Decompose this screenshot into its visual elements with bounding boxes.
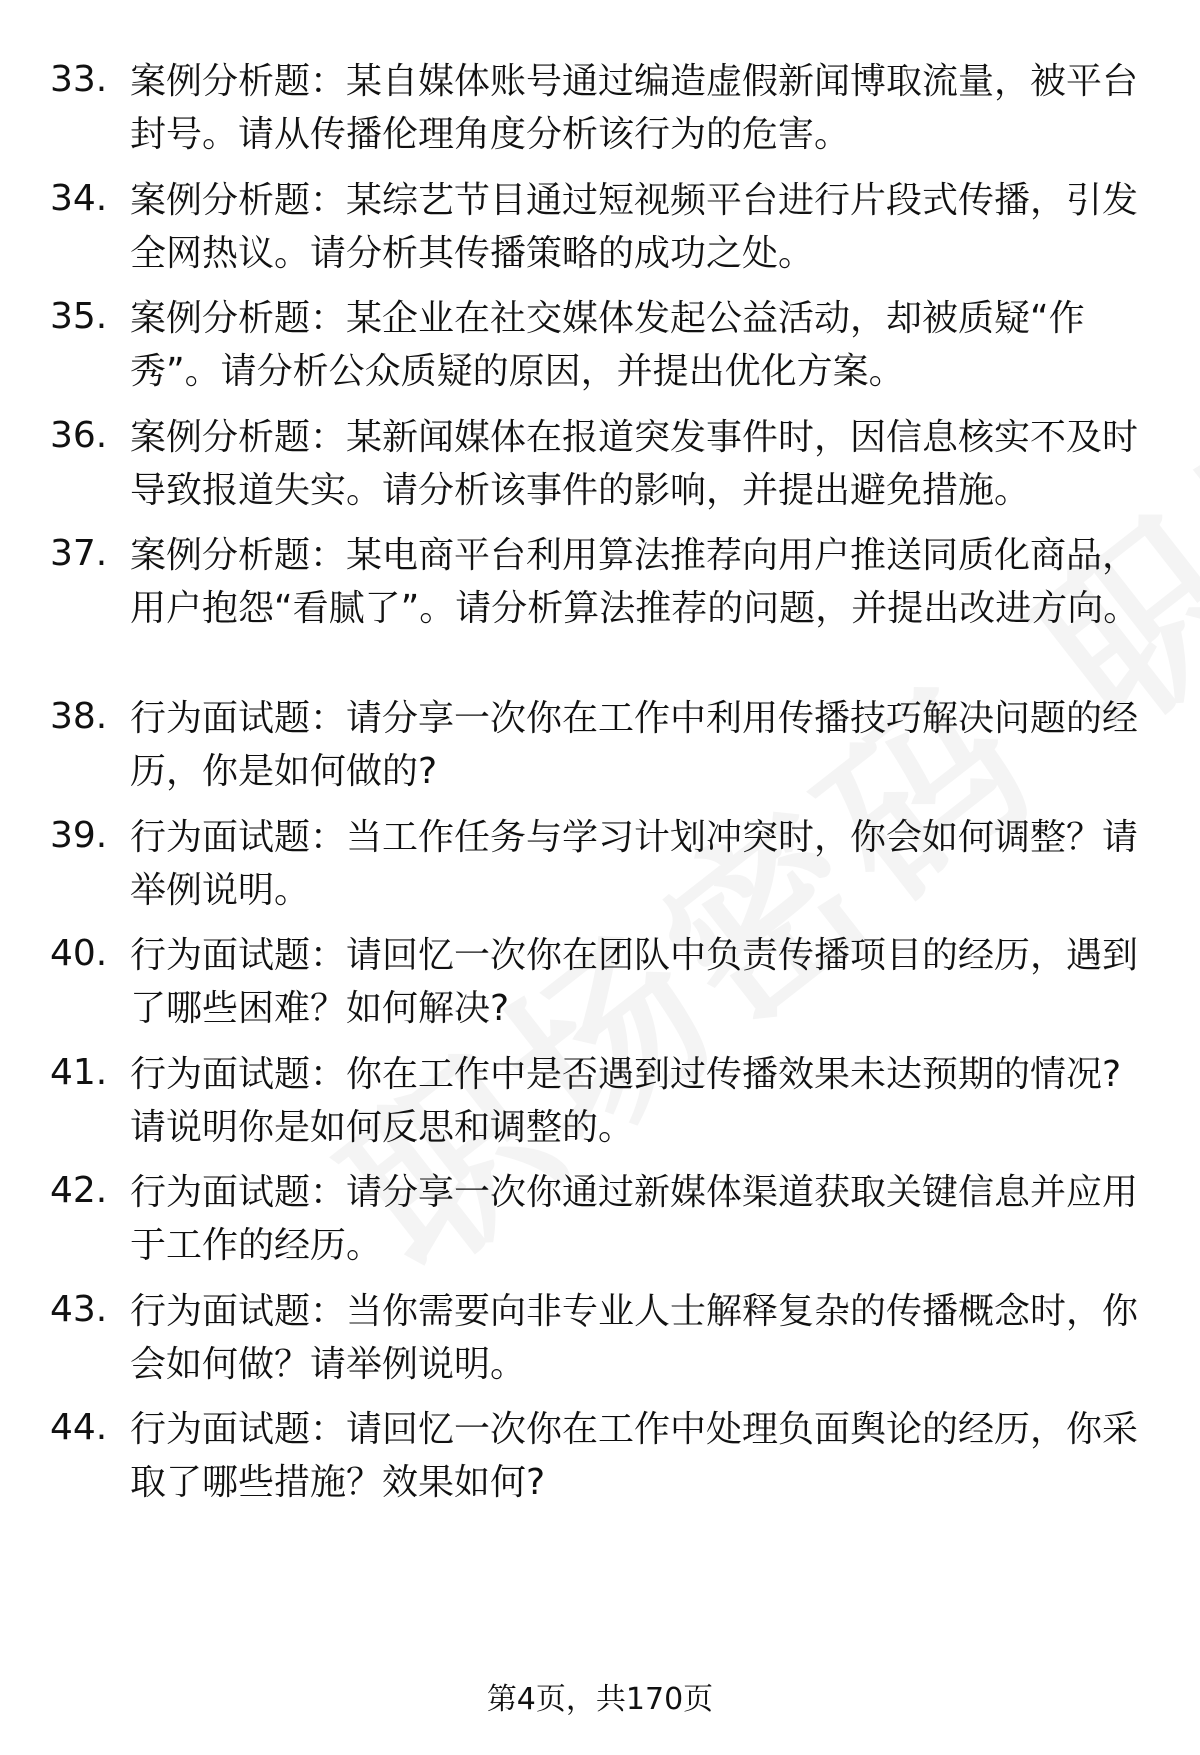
question-text: 案例分析题：某综艺节目通过短视频平台进行片段式传播，引发全网热议。请分析其传播策略的成功之处。 (130, 180, 1139, 274)
question-number: 38. (50, 696, 108, 737)
question-item (0, 174, 1200, 284)
question-number: 43. (50, 1289, 108, 1330)
question-text: 案例分析题：某电商平台利用算法推荐向用户推送同质化商品，用户抱怨“看腻了”。请分析算法推荐的问题，并提出改进方向。 (130, 535, 1140, 629)
question-number: 40. (50, 933, 108, 974)
question-item (0, 1285, 1200, 1395)
question-number: 36. (50, 415, 108, 456)
question-item (0, 292, 1200, 402)
question-number: 39. (50, 815, 108, 856)
question-text: 案例分析题：某自媒体账号通过编造虚假新闻博取流量，被平台封号。请从传播伦理角度分析该行为的危害。 (130, 61, 1139, 155)
question-item (0, 55, 1200, 165)
question-text: 行为面试题：请分享一次你通过新媒体渠道获取关键信息并应用于工作的经历。 (130, 1172, 1139, 1266)
question-item (0, 1048, 1200, 1158)
question-number: 42. (50, 1170, 108, 1211)
question-text: 行为面试题：当工作任务与学习计划冲突时，你会如何调整？请举例说明。 (130, 817, 1139, 911)
question-text: 行为面试题：请分享一次你在工作中利用传播技巧解决问题的经历，你是如何做的? (130, 698, 1139, 792)
question-number: 33. (50, 59, 108, 100)
page-footer: 第4页，共170页 (486, 1682, 714, 1717)
question-item (0, 929, 1200, 1039)
question-text: 行为面试题：你在工作中是否遇到过传播效果未达预期的情况?请说明你是如何反思和调整的。 (130, 1054, 1122, 1148)
question-item (0, 1166, 1200, 1276)
question-number: 44. (50, 1407, 108, 1448)
question-text: 案例分析题：某企业在社交媒体发起公益活动，却被质疑“作秀”。请分析公众质疑的原因，并提出优化方案。 (130, 298, 1085, 392)
question-item (0, 411, 1200, 521)
question-number: 35. (50, 296, 108, 337)
question-text: 案例分析题：某新闻媒体在报道突发事件时，因信息核实不及时导致报道失实。请分析该事件的影响，并提出避免措施。 (130, 417, 1139, 511)
question-item (0, 811, 1200, 921)
question-item (0, 1403, 1200, 1513)
question-text: 行为面试题：请回忆一次你在工作中处理负面舆论的经历，你采取了哪些措施？效果如何? (130, 1409, 1139, 1503)
question-number: 41. (50, 1052, 108, 1093)
question-item (0, 529, 1200, 639)
question-text: 行为面试题：请回忆一次你在团队中负责传播项目的经历，遇到了哪些困难？如何解决? (130, 935, 1139, 1029)
question-item (0, 692, 1200, 802)
question-number: 34. (50, 178, 108, 219)
question-number: 37. (50, 533, 108, 574)
question-text: 行为面试题：当你需要向非专业人士解释复杂的传播概念时，你会如何做？请举例说明。 (130, 1291, 1139, 1385)
